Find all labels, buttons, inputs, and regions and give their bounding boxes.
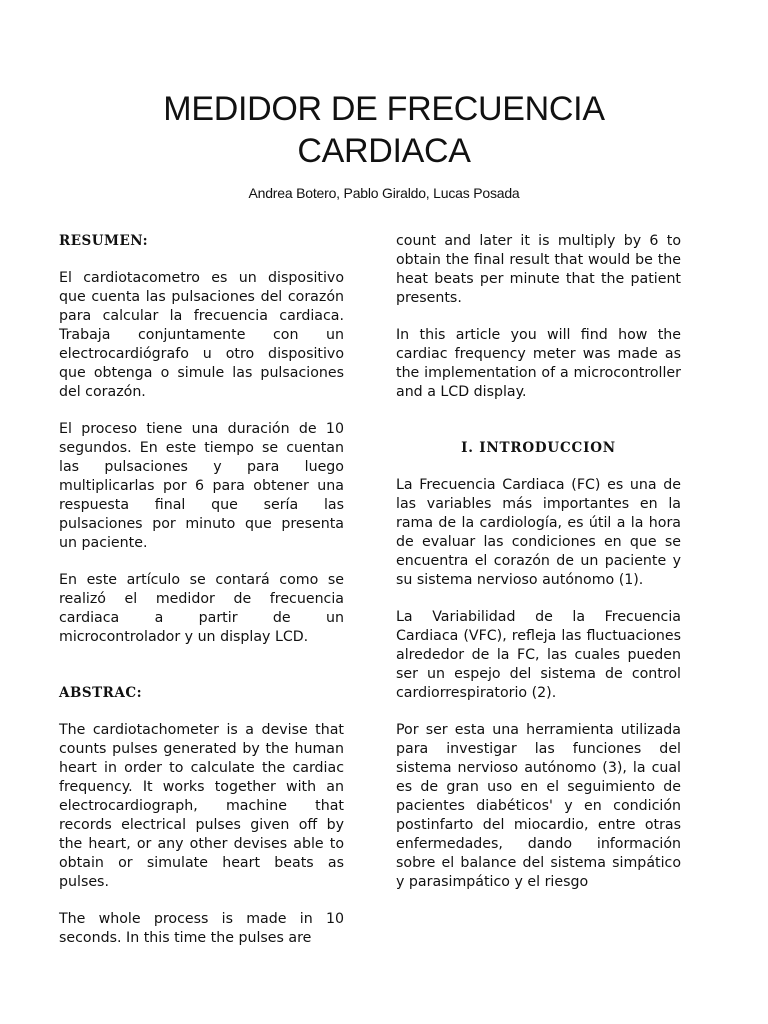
paper-title-line-1: MEDIDOR DE FRECUENCIA — [163, 90, 605, 128]
introduction-heading: I. INTRODUCCION — [461, 440, 616, 456]
right-column — [396, 232, 681, 910]
abstract-paragraph-3: In this article you will find how the cardiac frequency meter was made as the implementation of a microcontroller and a LCD display. — [396, 327, 681, 400]
resumen-paragraph-2: El proceso tiene una duración de 10 segundos. En este tiempo se cuentan las pulsaciones y para luego multiplicarlas por 6 para obtener una respuesta final que sería las pulsaciones por minuto que presenta un paciente. — [59, 421, 344, 551]
resumen-heading: RESUMEN: — [59, 233, 149, 249]
introduction-paragraph-1: La Frecuencia Cardiaca (FC) es una de las variables más importantes en la rama de la cardiología, es útil a la hora de evaluar las condiciones en que se encuentra el corazón de un paciente y su sistema nervioso autónomo (1). — [396, 477, 681, 588]
left-column — [59, 232, 344, 966]
abstract-paragraph-1: The cardiotachometer is a devise that counts pulses generated by the human heart in order to calculate the cardiac frequency. It works together with an electrocardiograph, machine that records electrical pulses given off by the heart, or any other devises able to obtain or simulate heart beats as pulses. — [59, 722, 344, 890]
introduction-paragraph-3: Por ser esta una herramienta utilizada para investigar las funciones del sistema nervioso autónomo (3), la cual es de gran uso en el seguimiento de pacientes diabéticos' y en condición postinfarto del miocardio, entre otras enfermedades, dando información sobre el balance del sistema simpático y parasimpático y el riesgo — [396, 722, 681, 890]
abstract-paragraph-2: The whole process is made in 10 seconds. In this time the pulses are — [59, 911, 344, 946]
paper-authors: Andrea Botero, Pablo Giraldo, Lucas Posada — [248, 185, 520, 201]
paper-title — [0, 88, 768, 172]
abstract-heading: ABSTRAC: — [59, 685, 143, 701]
introduction-paragraph-2: La Variabilidad de la Frecuencia Cardiaca (VFC), refleja las fluctuaciones alrededor de la FC, las cuales pueden ser un espejo del sistema de control cardiorrespiratorio (2). — [396, 609, 681, 701]
abstract-paragraph-2-continued: count and later it is multiply by 6 to obtain the final result that would be the heat beats per minute that the patient presents. — [396, 233, 681, 306]
paper-title-line-2: CARDIACA — [297, 132, 471, 170]
resumen-paragraph-3: En este artículo se contará como se realizó el medidor de frecuencia cardiaca a partir de un microcontrolador y un display LCD. — [59, 572, 344, 645]
resumen-paragraph-1: El cardiotacometro es un dispositivo que cuenta las pulsaciones del corazón para calcular la frecuencia cardiaca. Trabaja conjuntamente con un electrocardiógrafo u otro dispositivo que obtenga o simule las pulsaciones del corazón. — [59, 270, 344, 400]
